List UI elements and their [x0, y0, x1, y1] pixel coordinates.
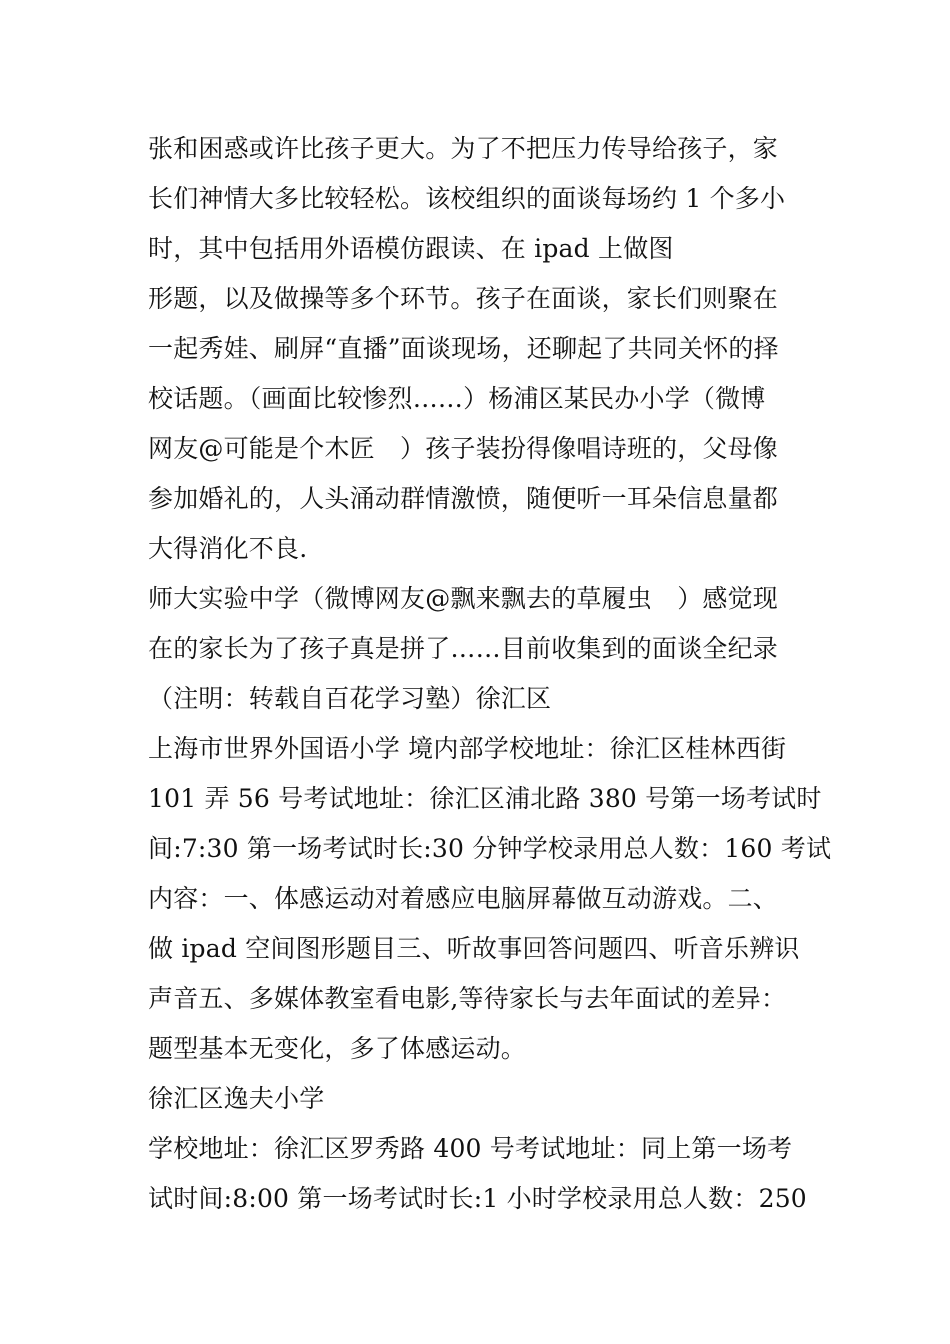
text-line: 学校地址：徐汇区罗秀路 400 号考试地址：同上第一场考	[148, 1134, 793, 1163]
text-line: 做 ipad 空间图形题目三、听故事回答问题四、听音乐辨识	[148, 934, 800, 963]
text-line: 内容：一、体感运动对着感应电脑屏幕做互动游戏。二、	[148, 884, 779, 913]
text-line: 大得消化不良.	[148, 534, 308, 563]
text-line: 试时间:8:00 第一场考试时长:1 小时学校录用总人数：250	[148, 1184, 807, 1213]
text-line: 徐汇区逸夫小学	[148, 1084, 325, 1113]
text-line: 长们神情大多比较轻松。该校组织的面谈每场约 1 个多小	[148, 184, 786, 213]
text-line: 张和困惑或许比孩子更大。为了不把压力传导给孩子，家	[148, 134, 779, 163]
text-line: 师大实验中学（微博网友@飘来飘去的草履虫 ）感觉现	[148, 584, 779, 613]
text-line: 校话题。（画面比较惨烈……）杨浦区某民办小学（微博	[148, 384, 766, 413]
text-line: 在的家长为了孩子真是拼了……目前收集到的面谈全纪录	[148, 634, 779, 663]
body-text	[148, 124, 832, 1224]
text-line: 参加婚礼的，人头涌动群情激愤，随便听一耳朵信息量都	[148, 484, 779, 513]
text-line: 间:7:30 第一场考试时长:30 分钟学校录用总人数：160 考试	[148, 834, 832, 863]
text-line: 形题，以及做操等多个环节。孩子在面谈，家长们则聚在	[148, 284, 779, 313]
text-line: 时，其中包括用外语模仿跟读、在 ipad 上做图	[148, 234, 674, 263]
text-line: 101 弄 56 号考试地址：徐汇区浦北路 380 号第一场考试时	[148, 784, 822, 813]
text-line: 声音五、多媒体教室看电影,等待家长与去年面试的差异：	[148, 984, 787, 1013]
text-line: 上海市世界外国语小学 境内部学校地址：徐汇区桂林西街	[148, 734, 787, 763]
text-line: （注明：转载自百花学习塾）徐汇区	[148, 684, 552, 713]
text-line: 题型基本无变化，多了体感运动。	[148, 1034, 527, 1063]
text-line: 网友@可能是个木匠 ）孩子装扮得像唱诗班的，父母像	[148, 434, 779, 463]
text-line: 一起秀娃、刷屏“直播”面谈现场，还聊起了共同关怀的择	[148, 334, 779, 363]
